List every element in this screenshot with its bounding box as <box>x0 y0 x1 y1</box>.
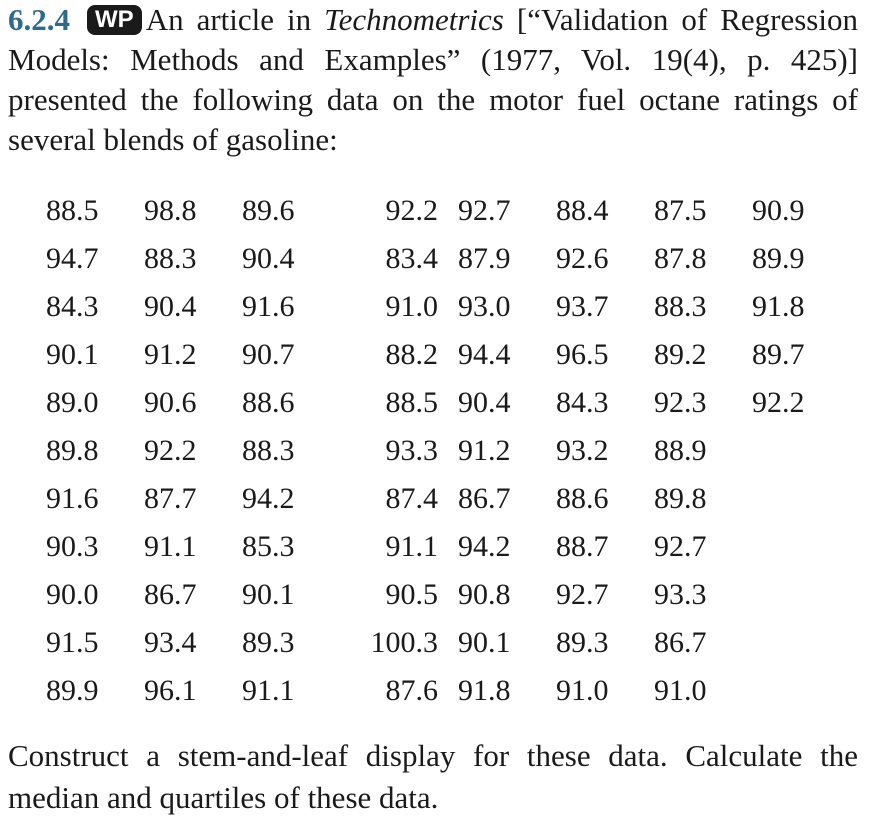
data-cell: 90.1 <box>46 338 99 371</box>
data-cell: 86.7 <box>144 578 197 611</box>
journal-name: Technometrics <box>324 2 504 37</box>
data-cell: 90.6 <box>144 386 197 419</box>
data-cell: 87.7 <box>144 482 197 515</box>
data-cell: 93.0 <box>458 290 511 323</box>
data-cell: 91.1 <box>385 530 438 563</box>
data-cell <box>752 475 842 523</box>
data-cell: 87.9 <box>458 242 511 275</box>
data-cell: 88.2 <box>385 338 438 371</box>
data-cell: 83.4 <box>385 242 438 275</box>
data-row <box>32 667 842 715</box>
data-row <box>32 427 842 475</box>
data-cell: 91.6 <box>46 482 99 515</box>
data-cell: 92.6 <box>556 242 609 275</box>
data-cell: 89.9 <box>752 242 805 275</box>
data-cell: 89.3 <box>556 626 609 659</box>
data-cell: 84.3 <box>556 386 609 419</box>
data-cell: 87.8 <box>654 242 707 275</box>
data-cell: 88.6 <box>242 386 295 419</box>
data-cell: 89.9 <box>46 674 99 707</box>
data-cell: 90.9 <box>752 194 805 227</box>
data-row <box>32 283 842 331</box>
data-cell: 88.9 <box>654 434 707 467</box>
data-cell: 89.6 <box>242 194 295 227</box>
data-cell: 88.7 <box>556 530 609 563</box>
data-cell: 94.7 <box>46 242 99 275</box>
data-cell: 89.8 <box>46 434 99 467</box>
data-cell: 92.2 <box>385 194 438 227</box>
problem-statement <box>8 0 858 160</box>
data-cell: 90.4 <box>458 386 511 419</box>
data-cell <box>752 667 842 715</box>
data-cell: 86.7 <box>458 482 511 515</box>
data-cell: 94.2 <box>458 530 511 563</box>
data-cell: 91.2 <box>458 434 511 467</box>
data-cell <box>752 427 842 475</box>
data-cell: 86.7 <box>654 626 707 659</box>
data-cell: 93.3 <box>654 578 707 611</box>
data-cell: 93.3 <box>385 434 438 467</box>
data-cell: 91.6 <box>242 290 295 323</box>
data-cell: 90.1 <box>458 626 511 659</box>
data-cell: 88.5 <box>46 194 99 227</box>
intro-text-end: [“Validation of Regression Models: Methods and Examples” (1977, Vol. 19(4), p. 425)] presented the following data on the motor fuel octane ratings of several blends of gasoline: <box>8 2 858 157</box>
data-cell: 91.8 <box>752 290 805 323</box>
data-row <box>32 379 842 427</box>
octane-data-table <box>32 187 842 715</box>
data-cell: 94.4 <box>458 338 511 371</box>
data-cell: 90.4 <box>144 290 197 323</box>
data-cell: 89.7 <box>752 338 805 371</box>
data-cell: 88.3 <box>144 242 197 275</box>
data-cell: 91.1 <box>242 674 295 707</box>
data-cell: 87.4 <box>385 482 438 515</box>
data-row <box>32 331 842 379</box>
data-cell <box>752 571 842 619</box>
data-cell: 93.7 <box>556 290 609 323</box>
data-row <box>32 187 842 235</box>
data-cell: 96.5 <box>556 338 609 371</box>
data-cell: 91.8 <box>458 674 511 707</box>
data-cell: 92.7 <box>654 530 707 563</box>
data-cell: 89.8 <box>654 482 707 515</box>
problem-question: Construct a stem-and-leaf display for these data. Calculate the median and quartiles of these data. <box>8 738 858 815</box>
data-cell: 90.1 <box>242 578 295 611</box>
data-cell: 87.6 <box>385 674 438 707</box>
problem-intro <box>8 0 858 160</box>
data-row <box>32 619 842 667</box>
data-cell: 93.4 <box>144 626 197 659</box>
data-row <box>32 235 842 283</box>
data-cell: 88.6 <box>556 482 609 515</box>
data-cell: 98.8 <box>144 194 197 227</box>
data-row <box>32 523 842 571</box>
data-cell: 91.0 <box>654 674 707 707</box>
data-cell <box>752 523 842 571</box>
data-cell: 90.4 <box>242 242 295 275</box>
data-cell: 90.0 <box>46 578 99 611</box>
data-cell: 91.0 <box>556 674 609 707</box>
data-cell: 90.8 <box>458 578 511 611</box>
data-cell: 92.3 <box>654 386 707 419</box>
data-cell: 92.2 <box>752 386 805 419</box>
data-cell: 96.1 <box>144 674 197 707</box>
data-cell: 92.7 <box>458 194 511 227</box>
data-cell: 88.3 <box>654 290 707 323</box>
data-cell: 89.3 <box>242 626 295 659</box>
data-cell <box>752 619 842 667</box>
data-row <box>32 571 842 619</box>
data-row <box>32 475 842 523</box>
data-cell: 94.2 <box>242 482 295 515</box>
data-cell: 90.5 <box>385 578 438 611</box>
data-cell: 91.0 <box>385 290 438 323</box>
data-cell: 100.3 <box>370 626 438 659</box>
data-cell: 87.5 <box>654 194 707 227</box>
data-cell: 93.2 <box>556 434 609 467</box>
data-cell: 85.3 <box>242 530 295 563</box>
problem-number: 6.2.4 <box>8 2 70 37</box>
data-cell: 88.4 <box>556 194 609 227</box>
intro-text-start: An article in <box>145 2 325 37</box>
data-cell: 92.7 <box>556 578 609 611</box>
data-cell: 88.5 <box>385 386 438 419</box>
data-cell: 92.2 <box>144 434 197 467</box>
data-cell: 89.0 <box>46 386 99 419</box>
wp-badge: WP <box>87 5 142 35</box>
data-cell: 89.2 <box>654 338 707 371</box>
data-cell: 91.2 <box>144 338 197 371</box>
data-cell: 84.3 <box>46 290 99 323</box>
data-cell: 90.7 <box>242 338 295 371</box>
data-cell: 90.3 <box>46 530 99 563</box>
data-cell: 88.3 <box>242 434 295 467</box>
data-cell: 91.1 <box>144 530 197 563</box>
data-cell: 91.5 <box>46 626 99 659</box>
